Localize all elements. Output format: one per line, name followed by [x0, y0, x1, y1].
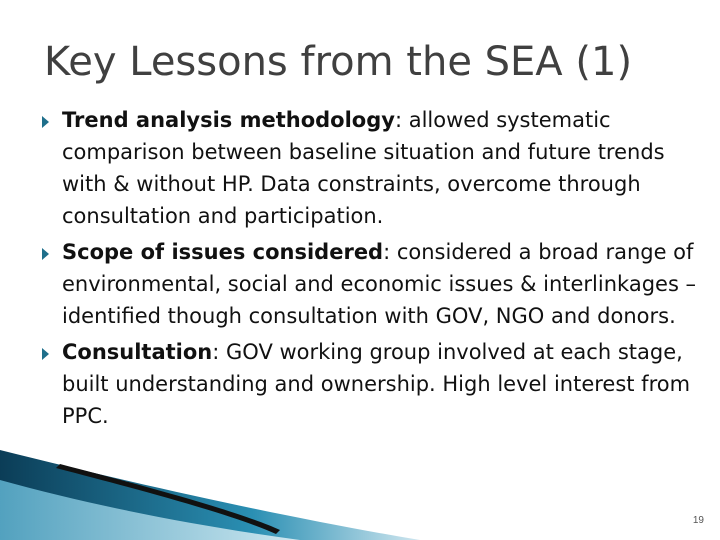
triangle-bullet-icon: [42, 348, 49, 360]
bullet-body: allowed systematic comparison between baseline situation and future trends with & without HP. Data constraints, overcome through consultation and participation.: [62, 108, 665, 228]
bullet-list: [40, 104, 700, 436]
decorative-swoosh: [0, 450, 420, 540]
bullet-separator: :: [394, 108, 403, 132]
triangle-bullet-icon: [42, 248, 49, 260]
bullet-separator: :: [212, 340, 220, 364]
bullet-item: [40, 336, 700, 432]
bullet-body: considered a broad range of environmental, social and economic issues & interlinkages – identified though consultation with GOV, NGO and donors.: [62, 240, 697, 328]
page-number: 19: [692, 515, 704, 526]
bullet-item: [40, 236, 700, 332]
bullet-text: [62, 236, 700, 332]
bullet-heading: Trend analysis methodology: [62, 108, 395, 132]
bullet-text: [62, 336, 700, 432]
bullet-heading: Consultation: [62, 340, 213, 364]
bullet-separator: :: [383, 240, 391, 264]
slide-title: Key Lessons from the SEA (1): [44, 39, 633, 85]
bullet-heading: Scope of issues considered: [62, 240, 384, 264]
bullet-item: [40, 104, 700, 232]
triangle-bullet-icon: [42, 116, 49, 128]
bullet-body: GOV working group involved at each stage, built understanding and ownership. High level interest from PPC.: [62, 340, 691, 428]
bullet-text: [62, 104, 700, 232]
